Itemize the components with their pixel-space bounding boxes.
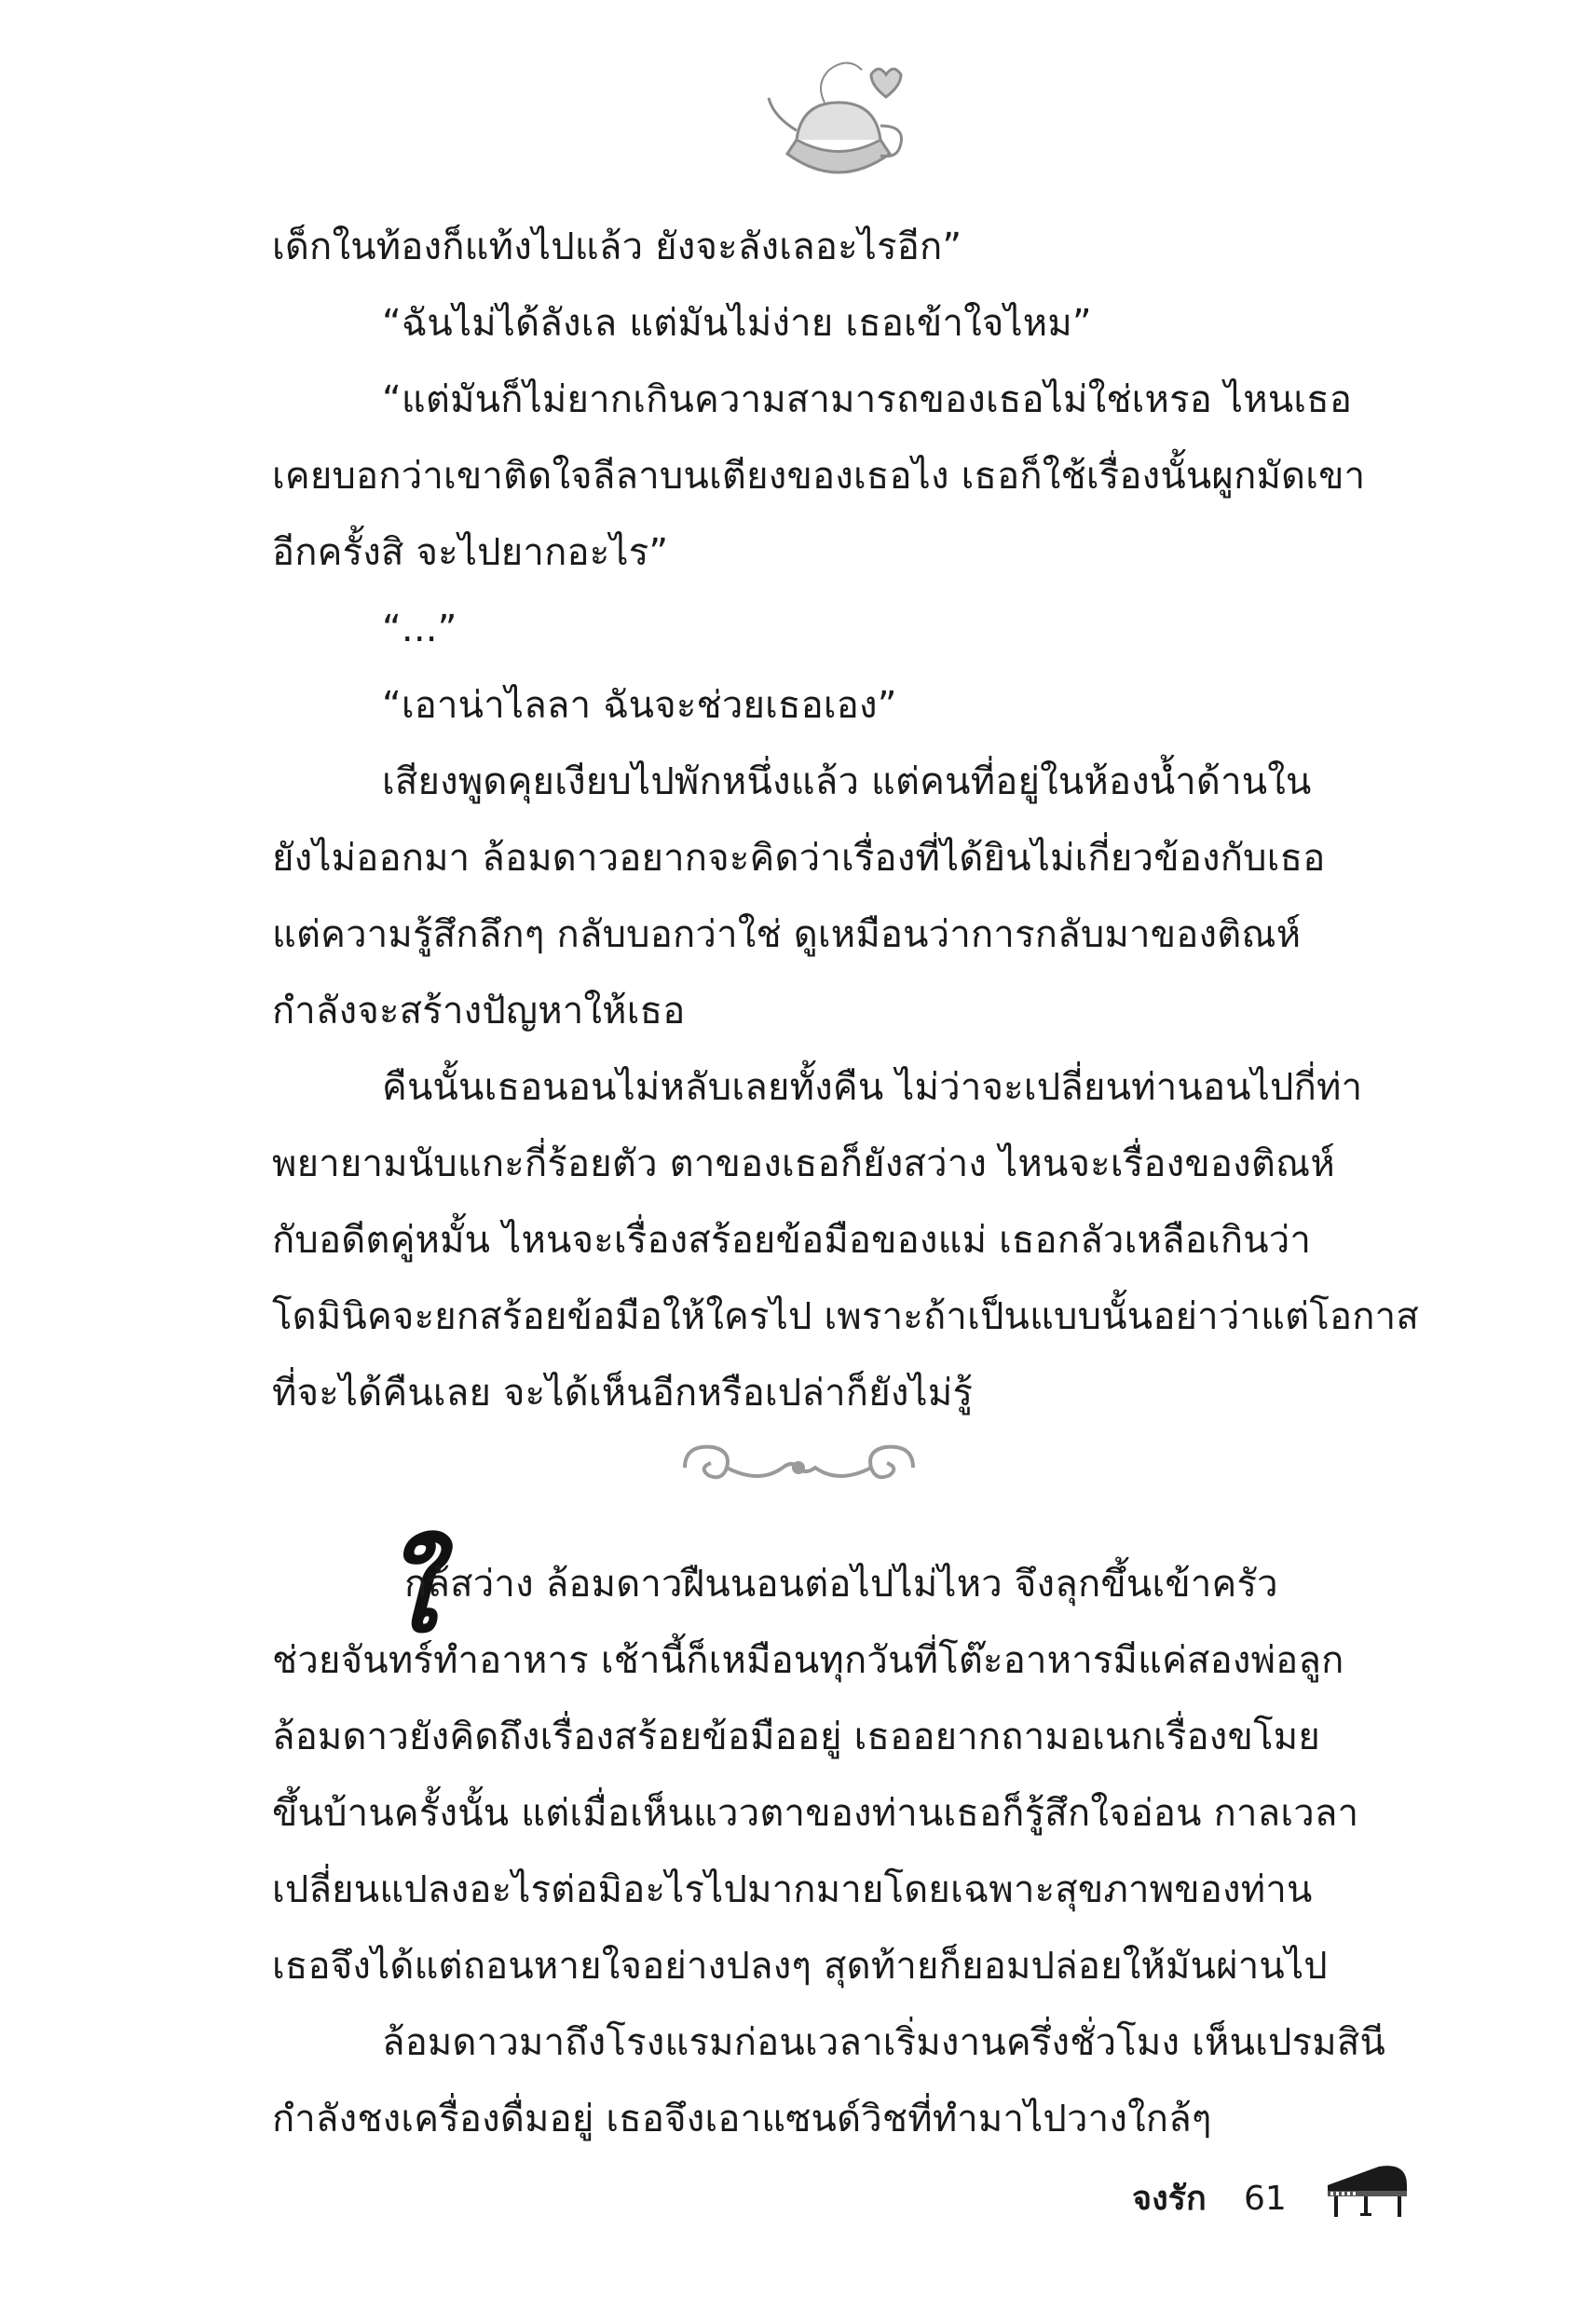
text-line: ล้อมดาวมาถึงโรงแรมก่อนเวลาเริ่มงานครึ่งชั่วโมง เห็นเปรมสินี xyxy=(382,2021,1385,2064)
text-line: กับอดีตคู่หมั้น ไหนจะเรื่องสร้อยข้อมือของแม่ เธอกลัวเหลือเกินว่า xyxy=(272,1219,1312,1262)
text-line: แต่ความรู้สึกลึกๆ กลับบอกว่าใช่ ดูเหมือนว่าการกลับมาของติณห์ xyxy=(272,913,1302,956)
text-line: ล้อมดาวยังคิดถึงเรื่องสร้อยข้อมืออยู่ เธออยากถามอเนกเรื่องขโมย xyxy=(272,1716,1320,1758)
teapot-ornament-icon xyxy=(759,51,918,191)
footer-book-title: จงรัก xyxy=(1132,2180,1207,2218)
text-line: เคยบอกว่าเขาติดใจลีลาบนเตียงของเธอไง เธอก็ใช้เรื่องนั้นผูกมัดเขา xyxy=(272,455,1366,498)
text-line: กล้สว่าง ล้อมดาวฝืนนอนต่อไปไม่ไหว จึงลุกขึ้นเข้าครัว xyxy=(404,1563,1278,1606)
text-line: เธอจึงได้แต่ถอนหายใจอย่างปลงๆ สุดท้ายก็ยอมปล่อยให้มันผ่านไป xyxy=(272,1945,1328,1988)
text-line: เด็กในท้องก็แท้งไปแล้ว ยังจะลังเลอะไรอีก” xyxy=(272,226,962,268)
text-line: ยังไม่ออกมา ล้อมดาวอยากจะคิดว่าเรื่องที่ได้ยินไม่เกี่ยวข้องกับเธอ xyxy=(272,837,1326,880)
text-line: คืนนั้นเธอนอนไม่หลับเลยทั้งคืน ไม่ว่าจะเปลี่ยนท่านอนไปกี่ท่า xyxy=(382,1066,1363,1109)
scroll-divider-icon xyxy=(675,1440,922,1496)
text-line: “...” xyxy=(382,608,457,650)
text-line: อีกครั้งสิ จะไปยากอะไร” xyxy=(272,531,669,574)
text-line: เปลี่ยนแปลงอะไรต่อมิอะไรไปมากมายโดยเฉพาะสุขภาพของท่าน xyxy=(272,1868,1313,1911)
text-line: เสียงพูดคุยเงียบไปพักหนึ่งแล้ว แต่คนที่อยู่ในห้องน้ำด้านใน xyxy=(382,760,1312,803)
text-line: ที่จะได้คืนเลย จะได้เห็นอีกหรือเปล่าก็ยังไม่รู้ xyxy=(272,1372,974,1415)
drop-cap: ใ xyxy=(382,1527,436,1657)
text-line: กำลังชงเครื่องดื่มอยู่ เธอจึงเอาแซนด์วิชที่ทำมาไปวางใกล้ๆ xyxy=(272,2098,1212,2140)
text-line: “ฉันไม่ได้ลังเล แต่มันไม่ง่าย เธอเข้าใจไหม” xyxy=(382,302,1092,345)
text-line: “เอาน่าไลลา ฉันจะช่วยเธอเอง” xyxy=(382,684,897,727)
text-line: ช่วยจันทร์ทำอาหาร เช้านี้ก็เหมือนทุกวันที่โต๊ะอาหารมีแค่สองพ่อลูก xyxy=(272,1639,1344,1682)
text-line: “แต่มันก็ไม่ยากเกินความสามารถของเธอไม่ใช่เหรอ ไหนเธอ xyxy=(382,378,1353,421)
text-line: ขึ้นบ้านครั้งนั้น แต่เมื่อเห็นแววตาของท่านเธอก็รู้สึกใจอ่อน กาลเวลา xyxy=(272,1792,1359,1835)
page-number: 61 xyxy=(1244,2180,1287,2218)
text-line: โดมินิคจะยกสร้อยข้อมือให้ใครไป เพราะถ้าเป็นแบบนั้นอย่าว่าแต่โอกาส xyxy=(272,1295,1419,1338)
text-line: พยายามนับแกะกี่ร้อยตัว ตาของเธอก็ยังสว่าง ไหนจะเรื่องของติณห์ xyxy=(272,1142,1335,1185)
grand-piano-icon xyxy=(1323,2157,1412,2222)
text-line: กำลังจะสร้างปัญหาให้เธอ xyxy=(272,990,686,1032)
